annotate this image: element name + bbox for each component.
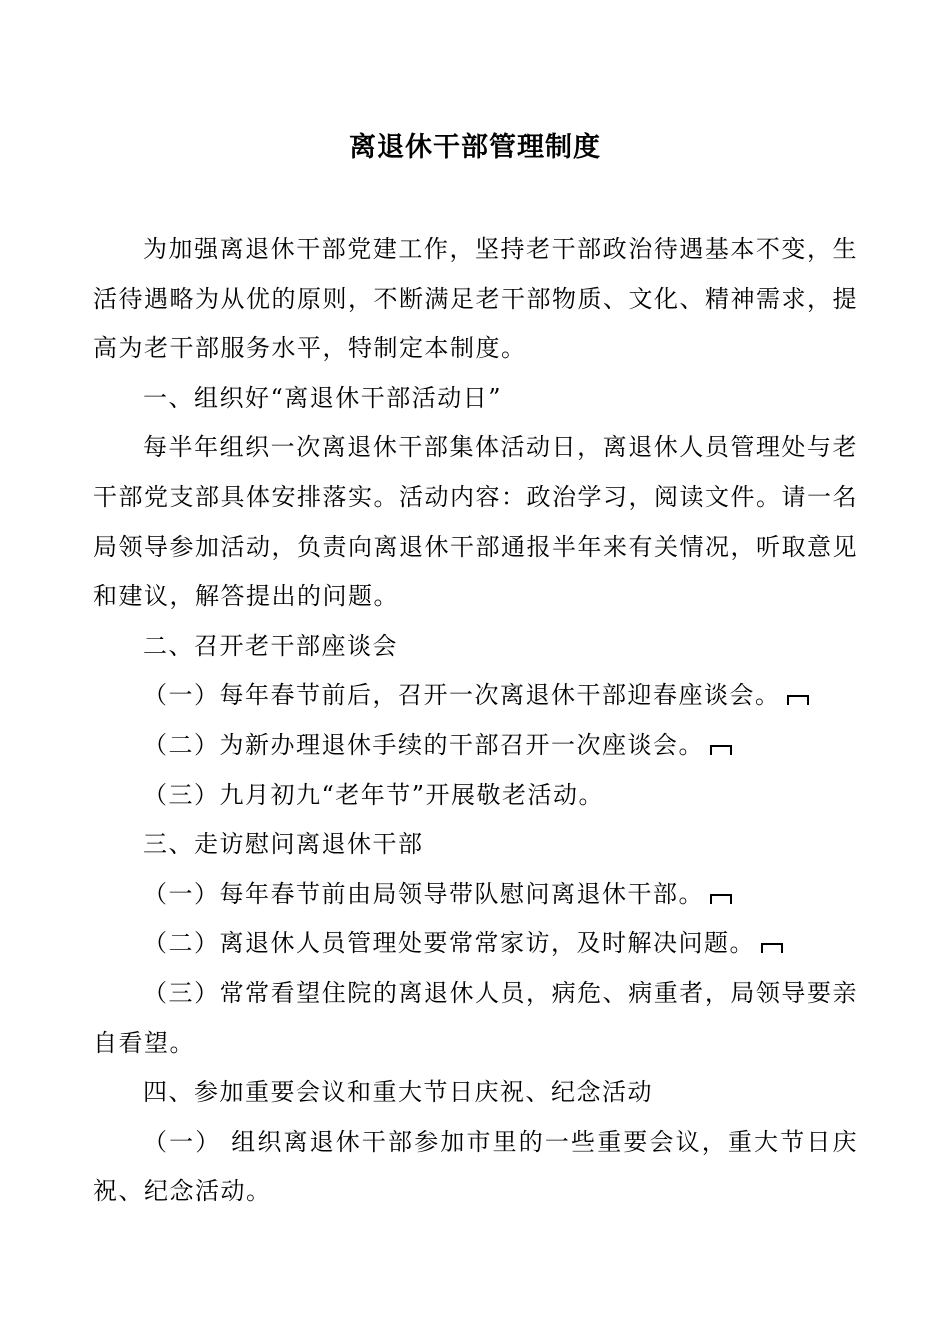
document-body	[93, 225, 858, 1217]
section-heading-1	[93, 374, 858, 424]
paragraph-text: （三）九月初九“老年节”开展敬老活动。	[143, 780, 605, 809]
paragraph-text: 二、召开老干部座谈会	[143, 631, 398, 660]
section-heading-4	[93, 1068, 858, 1118]
list-item	[93, 969, 858, 1068]
paragraph-mark-icon	[787, 695, 809, 705]
paragraph-mark-icon	[710, 745, 732, 755]
paragraph-text: 三、走访慰问离退休干部	[143, 830, 424, 859]
list-item	[93, 1118, 858, 1217]
section-1-paragraph	[93, 423, 858, 621]
list-item	[93, 919, 858, 969]
paragraph-text: （一）每年春节前由局领导带队慰问离退休干部。	[143, 879, 704, 908]
paragraph-mark-icon	[761, 943, 783, 953]
paragraph-text: 四、参加重要会议和重大节日庆祝、纪念活动	[143, 1078, 653, 1107]
paragraph-text: （二）离退休人员管理处要常常家访，及时解决问题。	[143, 929, 755, 958]
section-heading-3	[93, 820, 858, 870]
paragraph-text: 一、组织好“离退休干部活动日”	[143, 383, 503, 412]
paragraph-text: （二）为新办理退休手续的干部召开一次座谈会。	[143, 730, 704, 759]
paragraph-text: 每半年组织一次离退休干部集体活动日，离退休人员管理处与老干部党支部具体安排落实。活动内容：政治学习，阅读文件。请一名局领导参加活动，负责向离退休干部通报半年来有关情况，听取意见和建议，解答提出的问题。	[93, 433, 858, 611]
list-item	[93, 671, 858, 721]
list-item	[93, 721, 858, 771]
list-item	[93, 870, 858, 920]
paragraph-text: （一） 组织离退休干部参加市里的一些重要会议，重大节日庆祝、纪念活动。	[93, 1127, 858, 1206]
intro-paragraph	[93, 225, 858, 374]
section-heading-2	[93, 622, 858, 672]
list-item	[93, 771, 858, 821]
paragraph-text: （一）每年春节前后，召开一次离退休干部迎春座谈会。	[143, 681, 781, 710]
paragraph-text: 为加强离退休干部党建工作，坚持老干部政治待遇基本不变，生活待遇略为从优的原则，不断满足老干部物质、文化、精神需求，提高为老干部服务水平，特制定本制度。	[93, 235, 858, 363]
paragraph-text: （三）常常看望住院的离退休人员，病危、病重者，局领导要亲自看望。	[93, 978, 858, 1057]
paragraph-mark-icon	[710, 894, 732, 904]
document-title: 离退休干部管理制度	[349, 132, 601, 163]
